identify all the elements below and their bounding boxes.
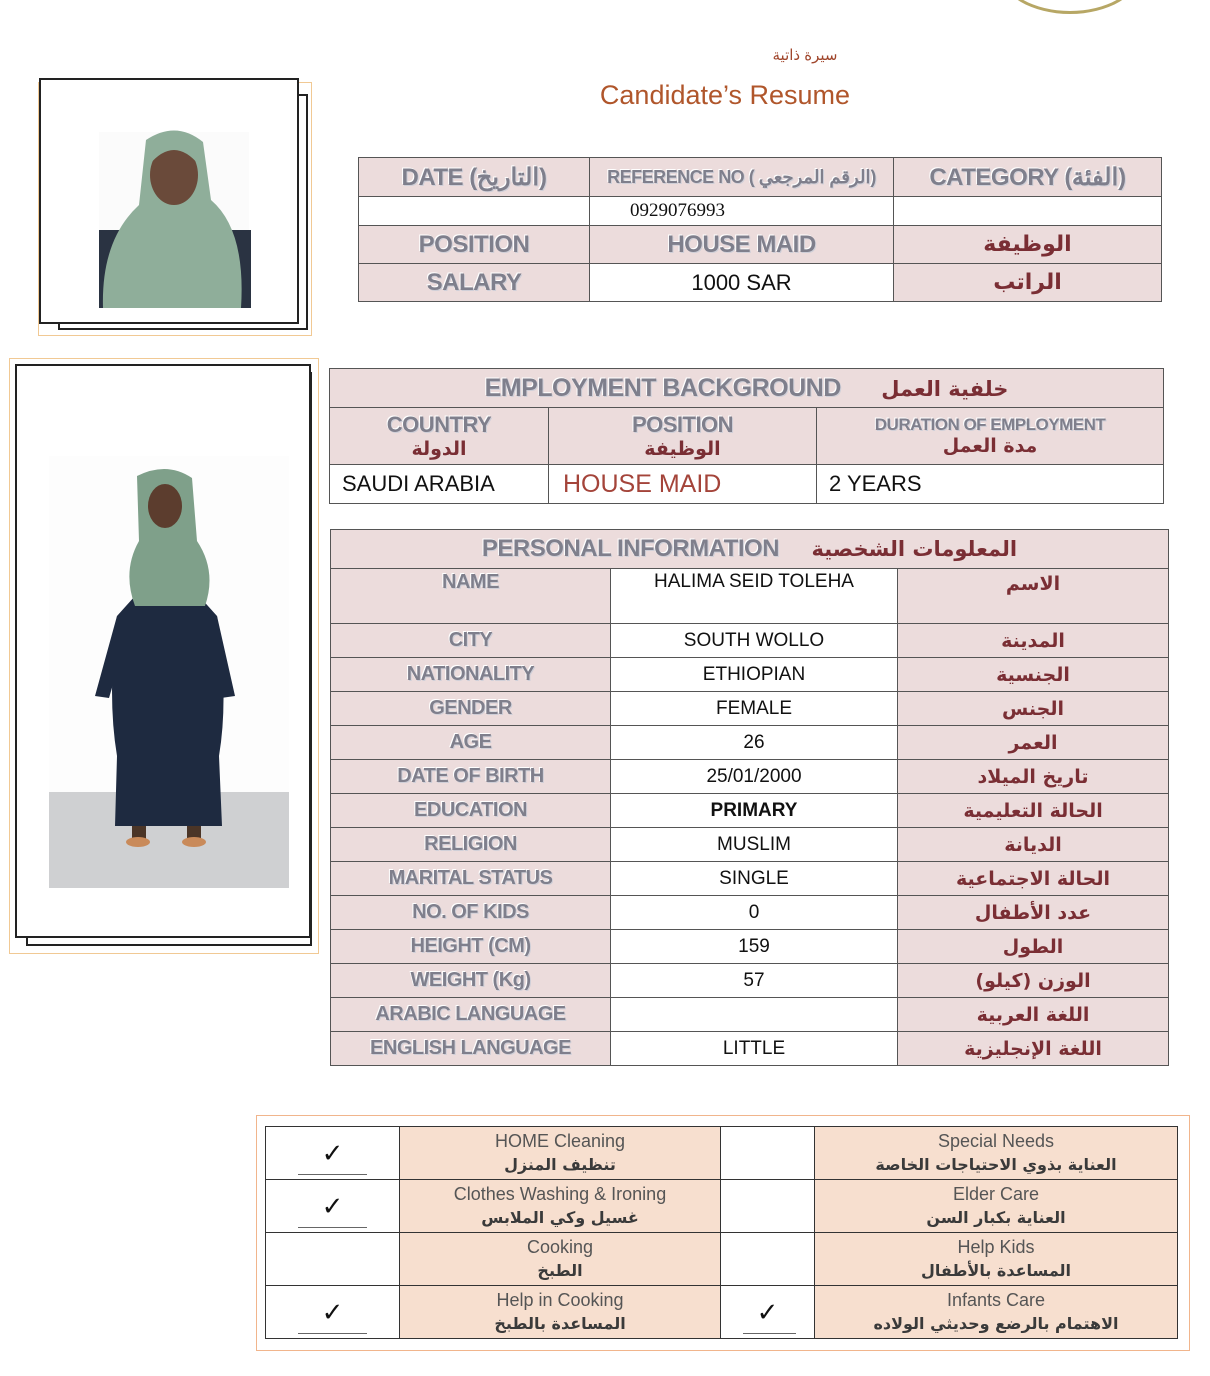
checkbox-clothes-washing[interactable] [266, 1180, 400, 1233]
row-arabic: الحالة التعليمية [898, 794, 1169, 828]
table-row [331, 964, 1169, 998]
checkbox-elder-care[interactable] [721, 1180, 815, 1233]
skill-arabic: تنظيف المنزل [504, 1155, 616, 1174]
salary-label: SALARY [359, 264, 590, 302]
date-value [359, 197, 590, 226]
row-arabic: الوزن (كيلو) [898, 964, 1169, 998]
checkbox-help-in-cooking[interactable] [266, 1286, 400, 1339]
row-arabic: عدد الأطفال [898, 896, 1169, 930]
skills-table [265, 1126, 1178, 1339]
skill-clothes-washing [400, 1180, 721, 1233]
position-arabic: الوظيفة [894, 226, 1162, 264]
checkbox-help-kids[interactable] [721, 1233, 815, 1286]
skill-row [266, 1180, 1178, 1233]
row-label: GENDER [331, 692, 611, 726]
row-value: 57 [611, 964, 898, 998]
fullbody-photo-card [15, 364, 311, 938]
skill-label: HOME Cleaning [494, 1131, 626, 1151]
skill-label: Clothes Washing & Ironing [453, 1184, 667, 1204]
table-row [331, 998, 1169, 1032]
row-label: MARITAL STATUS [331, 862, 611, 896]
row-value: HALIMA SEID TOLEHA [611, 569, 898, 624]
skill-help-in-cooking [400, 1286, 721, 1339]
table-row [331, 569, 1169, 624]
table-row [331, 862, 1169, 896]
skill-arabic: غسيل وكي الملابس [481, 1208, 639, 1227]
skill-cooking [400, 1233, 721, 1286]
checkbox-infants-care[interactable] [721, 1286, 815, 1339]
duration-arabic: مدة العمل [942, 435, 1038, 457]
row-value: 26 [611, 726, 898, 760]
employment-table [329, 368, 1164, 504]
table-row [331, 760, 1169, 794]
skill-row [266, 1233, 1178, 1286]
table-row [331, 896, 1169, 930]
row-value: 25/01/2000 [611, 760, 898, 794]
skill-arabic: الطبخ [537, 1261, 583, 1280]
skill-elder-care [815, 1180, 1178, 1233]
row-value: ETHIOPIAN [611, 658, 898, 692]
row-arabic: المدينة [898, 624, 1169, 658]
table-row [331, 828, 1169, 862]
personal-rows [331, 569, 1169, 1066]
row-value: FEMALE [611, 692, 898, 726]
skill-home-cleaning [400, 1127, 721, 1180]
row-label: HEIGHT (CM) [331, 930, 611, 964]
skill-arabic: الاهتمام بالرضع وحديثي الولاده [873, 1314, 1119, 1333]
skill-label: Help Kids [957, 1237, 1035, 1257]
category-label: CATEGORY (الفئة) [894, 158, 1162, 197]
logo-emblem [1000, 0, 1140, 14]
reference-value: 0929076993 [590, 197, 894, 226]
personal-title-arabic: المعلومات الشخصية [811, 537, 1018, 561]
row-label: CITY [331, 624, 611, 658]
row-label: EDUCATION [331, 794, 611, 828]
checkbox-cooking[interactable] [266, 1233, 400, 1286]
portrait-photo [41, 80, 297, 322]
salary-value: 1000 SAR [590, 264, 894, 302]
row-arabic: اللغة الإنجليزية [898, 1032, 1169, 1066]
row-value: LITTLE [611, 1032, 898, 1066]
skill-label: Help in Cooking [496, 1290, 624, 1310]
table-row [331, 726, 1169, 760]
salary-arabic: الراتب [894, 264, 1162, 302]
check-mark: ✓ [321, 1296, 344, 1327]
position-label: POSITION [359, 226, 590, 264]
skill-row [266, 1286, 1178, 1339]
duration-label: DURATION OF EMPLOYMENT [874, 415, 1106, 434]
emp-position-value: HOUSE MAID [549, 465, 817, 504]
country-label: COUNTRY [386, 412, 492, 437]
skill-label: Elder Care [952, 1184, 1040, 1204]
row-label: NAME [331, 569, 611, 624]
subtitle-arabic: سيرة ذاتية [772, 47, 838, 64]
skill-label: Cooking [526, 1237, 594, 1257]
country-arabic: الدولة [411, 438, 467, 460]
row-value: 159 [611, 930, 898, 964]
row-label: ENGLISH LANGUAGE [331, 1032, 611, 1066]
position-value: HOUSE MAID [590, 226, 894, 264]
emp-position-arabic: الوظيفة [644, 438, 721, 460]
row-label: NATIONALITY [331, 658, 611, 692]
emp-position-header [549, 408, 817, 465]
row-label: RELIGION [331, 828, 611, 862]
portrait-photo-card [39, 78, 299, 324]
table-row [331, 658, 1169, 692]
skill-help-kids [815, 1233, 1178, 1286]
skill-infants-care [815, 1286, 1178, 1339]
row-label: WEIGHT (Kg) [331, 964, 611, 998]
reference-table [358, 157, 1162, 302]
skill-row [266, 1127, 1178, 1180]
row-arabic: الاسم [898, 569, 1169, 624]
date-label: DATE (التاريخ) [359, 158, 590, 197]
row-arabic: الجنس [898, 692, 1169, 726]
check-mark: ✓ [756, 1296, 779, 1327]
check-mark: ✓ [321, 1190, 344, 1221]
table-row [331, 1032, 1169, 1066]
row-arabic: اللغة العربية [898, 998, 1169, 1032]
duration-value: 2 YEARS [817, 465, 1164, 504]
row-arabic: الطول [898, 930, 1169, 964]
country-header [330, 408, 549, 465]
row-value: PRIMARY [611, 794, 898, 828]
table-row [331, 692, 1169, 726]
page-title: Candidate’s Resume [599, 80, 851, 110]
skill-arabic: المساعدة بالأطفال [920, 1261, 1072, 1280]
row-arabic: تاريخ الميلاد [898, 760, 1169, 794]
table-row [331, 624, 1169, 658]
skill-label: Special Needs [937, 1131, 1055, 1151]
row-arabic: الجنسية [898, 658, 1169, 692]
table-row [331, 930, 1169, 964]
skill-arabic: العناية بكبار السن [926, 1208, 1066, 1227]
duration-header [817, 408, 1164, 465]
row-label: DATE OF BIRTH [331, 760, 611, 794]
skill-special-needs [815, 1127, 1178, 1180]
employment-header [330, 369, 1164, 408]
row-label: ARABIC LANGUAGE [331, 998, 611, 1032]
row-value [611, 998, 898, 1032]
country-value: SAUDI ARABIA [330, 465, 549, 504]
row-arabic: الحالة الاجتماعية [898, 862, 1169, 896]
skill-arabic: المساعدة بالطبخ [494, 1314, 626, 1333]
personal-info-table [330, 529, 1169, 1066]
fullbody-photo [17, 366, 309, 936]
emp-position-label: POSITION [631, 412, 734, 437]
personal-title: PERSONAL INFORMATION [481, 535, 780, 562]
check-mark: ✓ [321, 1137, 344, 1168]
row-label: NO. OF KIDS [331, 896, 611, 930]
row-value: SINGLE [611, 862, 898, 896]
employment-title: EMPLOYMENT BACKGROUND [484, 373, 841, 402]
row-label: AGE [331, 726, 611, 760]
reference-label: REFERENCE NO ( الرقم المرجعي) [590, 158, 894, 197]
row-value: SOUTH WOLLO [611, 624, 898, 658]
row-value: 0 [611, 896, 898, 930]
category-value [894, 197, 1162, 226]
checkbox-special-needs[interactable] [721, 1127, 815, 1180]
row-arabic: الديانة [898, 828, 1169, 862]
table-row [331, 794, 1169, 828]
skill-arabic: العناية بذوي الاحتياجات الخاصة [875, 1155, 1117, 1174]
row-arabic: العمر [898, 726, 1169, 760]
skill-label: Infants Care [946, 1290, 1046, 1310]
employment-title-arabic: خلفية العمل [881, 376, 1009, 401]
row-value: MUSLIM [611, 828, 898, 862]
checkbox-home-cleaning[interactable] [266, 1127, 400, 1180]
personal-header [331, 530, 1169, 569]
